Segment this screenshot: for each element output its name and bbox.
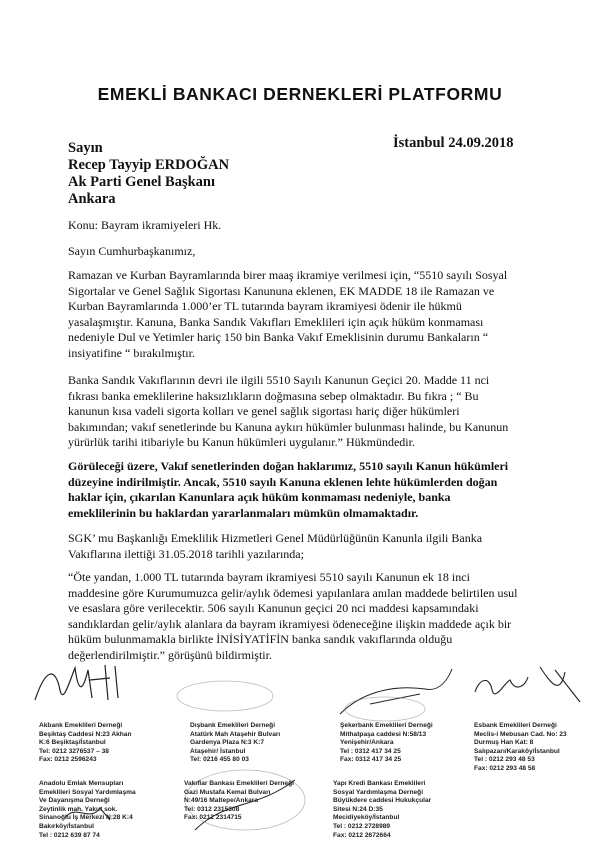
footer-association-vakiflar: Vakıflar Bankası Emeklileri Derneği Gazi Mustafa Kemal Bulvarı N:49/16 Maltepe/Ankara Tel: 0312 2315308 Fax: 0212 2314715 [184, 780, 294, 822]
recipient-block [68, 140, 229, 208]
recipient-name: Recep Tayyip ERDOĞAN [68, 157, 230, 173]
footer-association-yapikredi: Yapı Kredi Bankası Emeklileri Sosyal Yardımlaşma Derneği Büyükdere caddesi Hukukçular Sitesi N:24 D:35 Mecidiyeköy/İstanbul Tel : 0212 2728989 Fax: 0212 2672664 [333, 780, 432, 839]
document-title: EMEKLİ BANKACI DERNEKLERİ PLATFORMU [97, 84, 503, 104]
signature-akbank [30, 660, 140, 708]
signature-sekerbank [330, 664, 460, 724]
recipient-salutation: Sayın [68, 140, 103, 156]
greeting: Sayın Cumhurbaşkanımız, [68, 244, 196, 258]
footer-association-disbank: Dışbank Emeklileri Derneği Atatürk Mah Ataşehir Bulvarı Gardenya Plaza N:3 K:7 Ataşehir/ İstanbul Tel: 0216 455 80 03 [190, 722, 281, 764]
paragraph-2: Banka Sandık Vakıflarının devri ile ilgili 5510 Sayılı Kanunun Geçici 20. Madde 11 nci fıkrası banka emeklilerine haksızlıkların doğmasına sebep olmaktadır. Bu fıkra ; “ Bu kanunun kısa vadeli sigorta kolları ve genel sağlık sigortası hariç diğer hükümleri bakımından; vakıf senetlerinde bu Kanuna aykırı hükümler bulunması halinde, bu Kanunun yürürlük tarihi itibariyle bu Kanun hükümleri uygulanır.” Hükmündedir. [68, 373, 509, 450]
bold-paragraph: Görüleceği üzere, Vakıf senetlerinden doğan haklarımız, 5510 sayılı Kanun hükümleri düzeyine indirilmiştir. Ancak, 5510 sayılı Kanuna eklenen lehte hükümlerden doğan haklar için, çıkarılan Kanunlara açık hüküm konmaması nedeniyle, banka emeklilerinin bu haklardan yararlanmaları mümkün olmamaktadır. [68, 459, 509, 520]
letter-date: İstanbul 24.09.2018 [393, 135, 514, 151]
recipient-city: Ankara [68, 191, 116, 207]
sgk-paragraph: SGK’ mu Başkanlığı Emeklilik Hizmetleri Genel Müdürlüğünün Kanunla ilgili Banka Vakıflarına ilettiği 31.05.2018 tarihli yazılarında; [68, 531, 483, 561]
recipient-role: Ak Parti Genel Başkanı [68, 174, 216, 190]
footer-association-esbank: Esbank Emeklileri Derneği Meclis-i Mebusan Cad. No: 23 Durmuş Han Kat: 8 Salıpazarı/Karaköy/İstanbul Tel : 0212 293 48 53 Fax: 0212 293 48 58 [474, 722, 567, 772]
footer-association-anadolu: Anadolu Emlak Mensupları Emeklileri Sosyal Yardımlaşma Ve Dayanışma Derneği Zeytinlik mah. Yakut sok. Sinanoğlu İş Merkezi N:28 K:4 Bakırköy/İstanbul Tel : 0212 639 87 74 [39, 780, 136, 839]
quote-paragraph: “Öte yandan, 1.000 TL tutarında bayram ikramiyesi 5510 sayılı Kanunun ek 18 inci maddesine göre Kurumumuzca gelir/aylık ödemesi yapılanlara anılan maddede belirtilen usul ve esaslara göre verilecektir. 506 sayılı Kanunun geçici 20 nci maddesi kapsamındaki sandıklardan gelir/aylık alanlara da bayram ikramiyesi ödeneceğine ilişkin maddede açık bir hüküm bulunmamakla birlikte İNİSİYATİFİN banka sandık vakıflarında olduğu değerlendirilmiştir.” görüşünü bildirmiştir. [68, 570, 518, 662]
footer-association-akbank: Akbank Emeklileri Derneği Beşiktaş Caddesi N:23 Akhan K:6 Beşiktaş/İstanbul Tel: 0212 3276537 – 38 Fax: 0212 2596243 [39, 722, 132, 764]
footer-association-sekerbank: Şekerbank Emeklileri Derneği Mithatpaşa caddesi N:58/13 Yenişehir/Ankara Tel : 0312 417 34 25 Fax: 0312 417 34 25 [340, 722, 433, 764]
signature-esbank [470, 662, 590, 708]
stamp-disbank [170, 676, 280, 716]
subject-line: Konu: Bayram ikramiyeleri Hk. [68, 218, 222, 232]
paragraph-1: Ramazan ve Kurban Bayramlarında birer maaş ikramiye verilmesi için, “5510 sayılı Sosyal Sigortalar ve Genel Sağlık Sigortası Kanununa eklenen, EK MADDE 18 ile Ramazan ve Kurban Bayramlarında 1.000’er TL tutarında bayram ikramiyesi ödenir ile hükmü yasalaşmıştır. Kanuna, Banka Sandık Vakıfları Emeklileri için açık hüküm konmaması nedeniyle Dul ve Yetimler hariç 150 bin Banka Vakıf Emeklisinin durumu Bankaların “ insiyatifine “ bırakılmıştır. [68, 268, 508, 360]
